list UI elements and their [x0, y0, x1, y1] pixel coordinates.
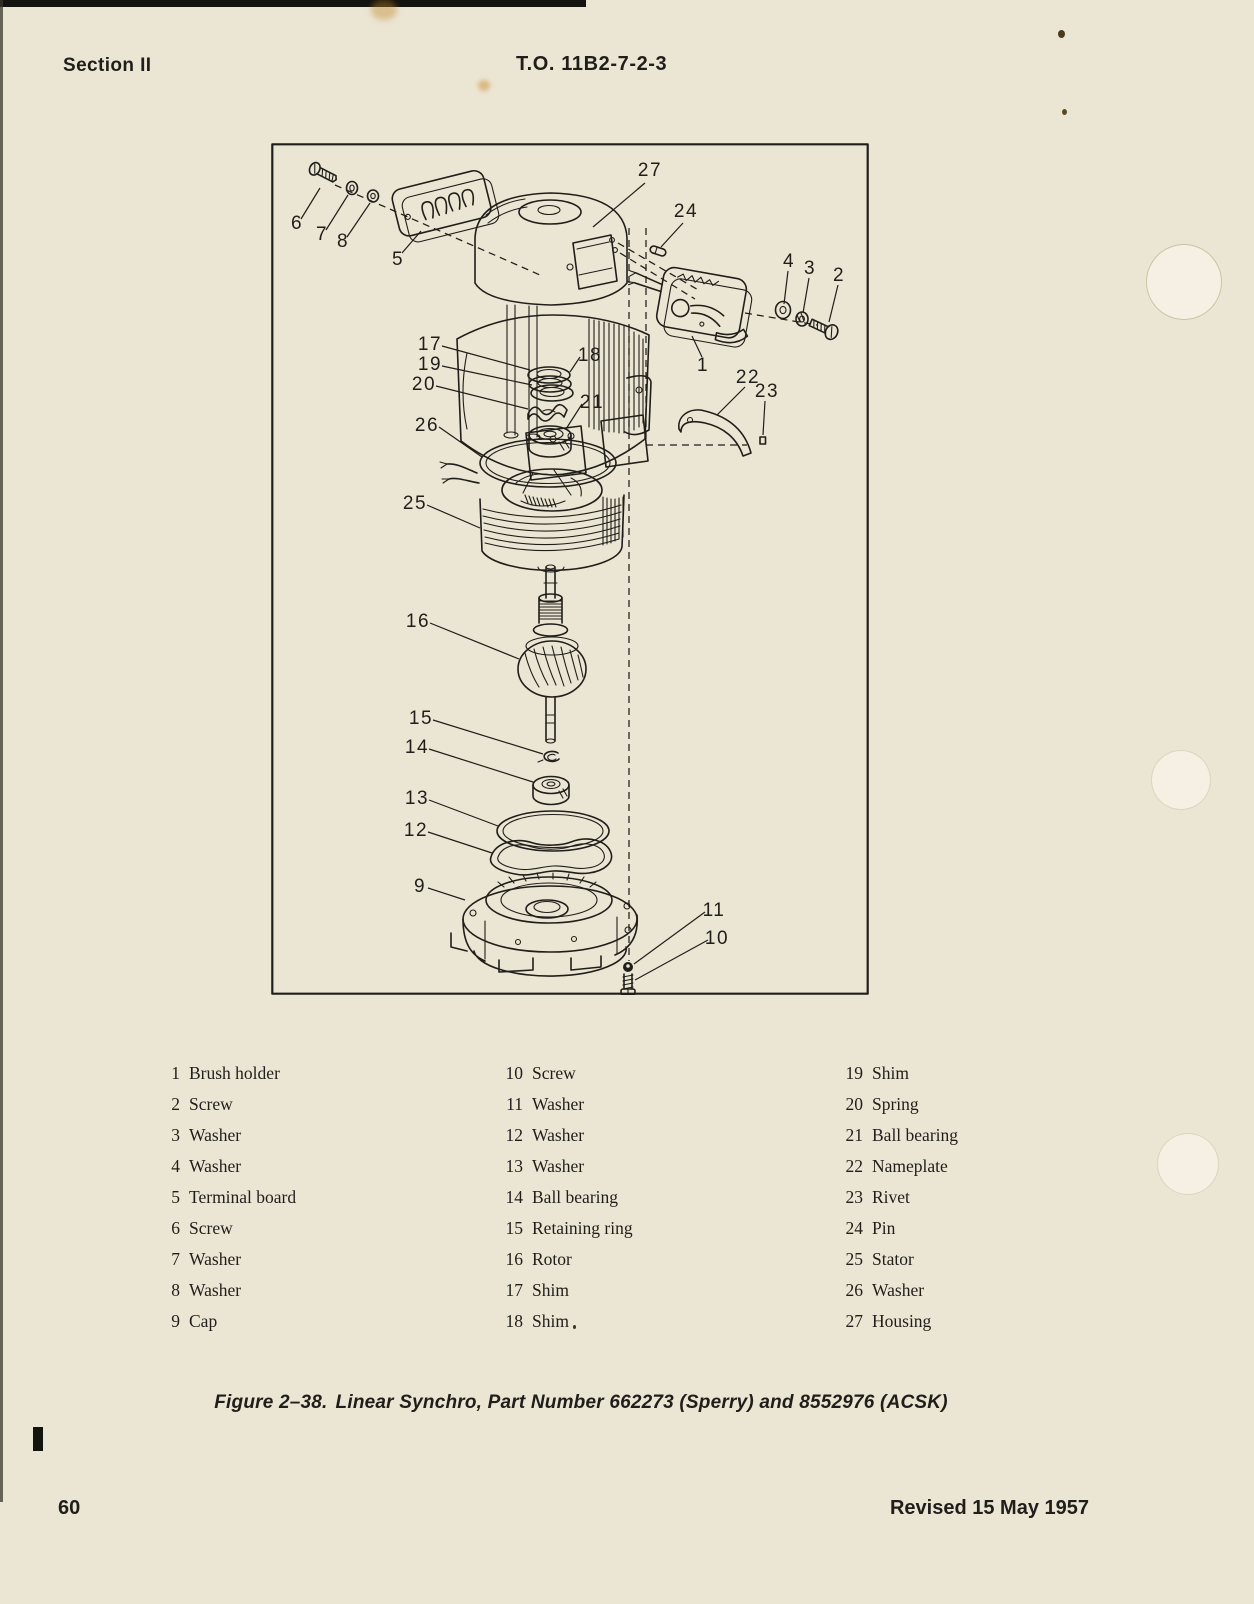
paper-stain [371, 0, 397, 20]
callout-3: 3 [803, 258, 817, 279]
parts-list-item [158, 1089, 296, 1120]
scan-edge-top [0, 0, 586, 7]
callout-5: 5 [391, 249, 405, 270]
washer-part-11 [623, 962, 633, 972]
parts-list-item [497, 1213, 633, 1244]
parts-list-item [497, 1058, 633, 1089]
part-name: Stator [872, 1249, 914, 1269]
callout-14: 14 [404, 737, 430, 758]
callout-15: 15 [408, 708, 434, 729]
part-number: 16 [505, 1249, 523, 1269]
part-number: 12 [505, 1125, 523, 1145]
part-name: Washer [532, 1094, 585, 1114]
parts-list-item [837, 1244, 958, 1275]
part-number: 22 [845, 1156, 863, 1176]
callout-27: 27 [637, 160, 663, 181]
parts-list-item [837, 1213, 958, 1244]
callout-labels [291, 160, 845, 949]
part-name: Rotor [532, 1249, 572, 1269]
callout-11: 11 [702, 900, 726, 921]
scan-edge-left [0, 0, 3, 1502]
revision-date: Revised 15 May 1957 [889, 1497, 1089, 1519]
parts-list-item [158, 1182, 296, 1213]
part-number: 26 [845, 1280, 863, 1300]
callout-23: 23 [754, 381, 780, 402]
part-name: Washer [532, 1125, 585, 1145]
part-number: 23 [845, 1187, 863, 1207]
callout-26: 26 [414, 415, 440, 436]
cap-part-9 [451, 873, 637, 976]
part-name: Retaining ring [532, 1218, 633, 1238]
callout-25: 25 [402, 493, 428, 514]
section-heading: Section II [63, 55, 152, 76]
spring-part-20 [528, 405, 567, 421]
part-name: Ball bearing [872, 1125, 959, 1145]
parts-list-item [837, 1089, 958, 1120]
paper-watermark-ring [1157, 1133, 1219, 1195]
screw-part-6 [307, 161, 339, 186]
parts-list-item [158, 1213, 296, 1244]
page-number: 60 [58, 1497, 81, 1519]
figure-drawing [271, 143, 869, 995]
part-number: 19 [845, 1063, 863, 1083]
parts-list-column-1 [158, 1058, 296, 1337]
callout-22: 22 [735, 367, 761, 388]
part-name: Brush holder [189, 1063, 280, 1083]
technical-order-number: T.O. 11B2-7-2-3 [516, 53, 668, 75]
paper-stain [478, 80, 490, 91]
parts-list-item [497, 1275, 633, 1306]
paper-watermark-ring [1151, 750, 1211, 810]
callout-2: 2 [832, 265, 846, 286]
part-number: 8 [171, 1280, 180, 1300]
part-name: Cap [189, 1311, 218, 1331]
part-name: Pin [872, 1218, 896, 1238]
part-name: Washer [189, 1156, 242, 1176]
figure-caption-label: Figure 2–38. [214, 1392, 328, 1413]
callout-16: 16 [405, 611, 431, 632]
housing-part [457, 193, 651, 480]
callout-18: 18 [577, 345, 603, 366]
parts-list-item [837, 1306, 958, 1337]
parts-list-item [497, 1182, 633, 1213]
part-name: Rivet [872, 1187, 910, 1207]
parts-list-item [497, 1244, 633, 1275]
revision-change-bar [33, 1427, 43, 1451]
parts-list-item [837, 1275, 958, 1306]
part-number: 21 [845, 1125, 863, 1145]
part-name: Housing [872, 1311, 932, 1331]
pin-part-24 [649, 245, 666, 257]
stator-part-25 [440, 462, 624, 572]
callout-21: 21 [579, 392, 605, 413]
callout-24: 24 [673, 201, 699, 222]
part-name: Washer [532, 1156, 585, 1176]
parts-list-column-2 [497, 1058, 633, 1337]
screw-part-2 [808, 316, 841, 342]
part-number: 1 [171, 1063, 180, 1083]
ink-speck [1062, 109, 1067, 115]
screw-part-10 [621, 974, 635, 995]
parts-list-item [158, 1244, 296, 1275]
brush-holder-part-1 [620, 260, 757, 349]
callout-6: 6 [290, 213, 304, 234]
washer-part-4 [776, 302, 791, 319]
part-number: 25 [845, 1249, 863, 1269]
parts-list-item [158, 1120, 296, 1151]
parts-list-item [158, 1275, 296, 1306]
callout-1: 1 [696, 355, 710, 376]
exploded-view-figure [271, 143, 869, 995]
part-name: Washer [189, 1249, 242, 1269]
part-name: Nameplate [872, 1156, 948, 1176]
part-name: Spring [872, 1094, 919, 1114]
part-number: 2 [171, 1094, 180, 1114]
part-number: 15 [505, 1218, 523, 1238]
part-name: Shim [532, 1280, 569, 1300]
part-name: Ball bearing [532, 1187, 619, 1207]
callout-12: 12 [403, 820, 429, 841]
part-name: Shim [872, 1063, 909, 1083]
part-number: 5 [171, 1187, 180, 1207]
part-name: Washer [189, 1125, 242, 1145]
part-number: 4 [171, 1156, 180, 1176]
figure-caption-title: Linear Synchro, Part Number 662273 (Sperry) and 8552976 (ACSK) [335, 1392, 948, 1413]
ball-bearing-part-14 [533, 777, 569, 805]
part-name: Washer [872, 1280, 925, 1300]
part-name: Shim [532, 1311, 569, 1331]
nameplate-part-22 [679, 410, 751, 456]
parts-list-item [837, 1182, 958, 1213]
part-number: 6 [171, 1218, 180, 1238]
rivet-part-23 [760, 437, 766, 444]
parts-list-item [837, 1058, 958, 1089]
part-number: 20 [845, 1094, 863, 1114]
parts-list-item [158, 1058, 296, 1089]
washer-part-3 [796, 312, 808, 326]
parts-list-item [497, 1151, 633, 1182]
washer-part-8 [368, 190, 379, 202]
parts-list-item [158, 1151, 296, 1182]
callout-4: 4 [782, 251, 796, 272]
parts-list-item [837, 1120, 958, 1151]
part-number: 14 [505, 1187, 523, 1207]
parts-list-item [497, 1089, 633, 1120]
callout-13: 13 [404, 788, 430, 809]
callout-9: 9 [413, 876, 427, 897]
part-name: Terminal board [189, 1187, 297, 1207]
callout-7: 7 [315, 224, 329, 245]
callout-19: 19 [417, 354, 443, 375]
part-name: Screw [189, 1218, 233, 1238]
part-number: 3 [171, 1125, 180, 1145]
parts-list-item [158, 1306, 296, 1337]
part-number: 24 [845, 1218, 863, 1238]
part-number: 18 [505, 1311, 523, 1331]
callout-leader-lines [301, 183, 838, 980]
parts-list-item [837, 1151, 958, 1182]
part-number: 9 [171, 1311, 180, 1331]
callout-20: 20 [411, 374, 437, 395]
part-number: 13 [505, 1156, 523, 1176]
part-number: 7 [171, 1249, 180, 1269]
part-name: Washer [189, 1280, 242, 1300]
parts-list-column-3 [837, 1058, 958, 1337]
part-name: Screw [532, 1063, 576, 1083]
part-number: 10 [505, 1063, 523, 1083]
part-number: 27 [845, 1311, 863, 1331]
parts-list-item [497, 1120, 633, 1151]
parts-list-item [497, 1306, 633, 1337]
part-name: Screw [189, 1094, 233, 1114]
rotor-part-16 [518, 565, 586, 743]
callout-8: 8 [336, 231, 350, 252]
ink-speck [1058, 30, 1065, 38]
part-number: 11 [506, 1094, 523, 1114]
callout-17: 17 [417, 334, 443, 355]
shim-parts-17-18-19 [528, 367, 573, 401]
paper-watermark-ring [1146, 244, 1222, 320]
part-number: 17 [505, 1280, 523, 1300]
figure-caption [213, 1392, 949, 1414]
callout-10: 10 [704, 928, 730, 949]
